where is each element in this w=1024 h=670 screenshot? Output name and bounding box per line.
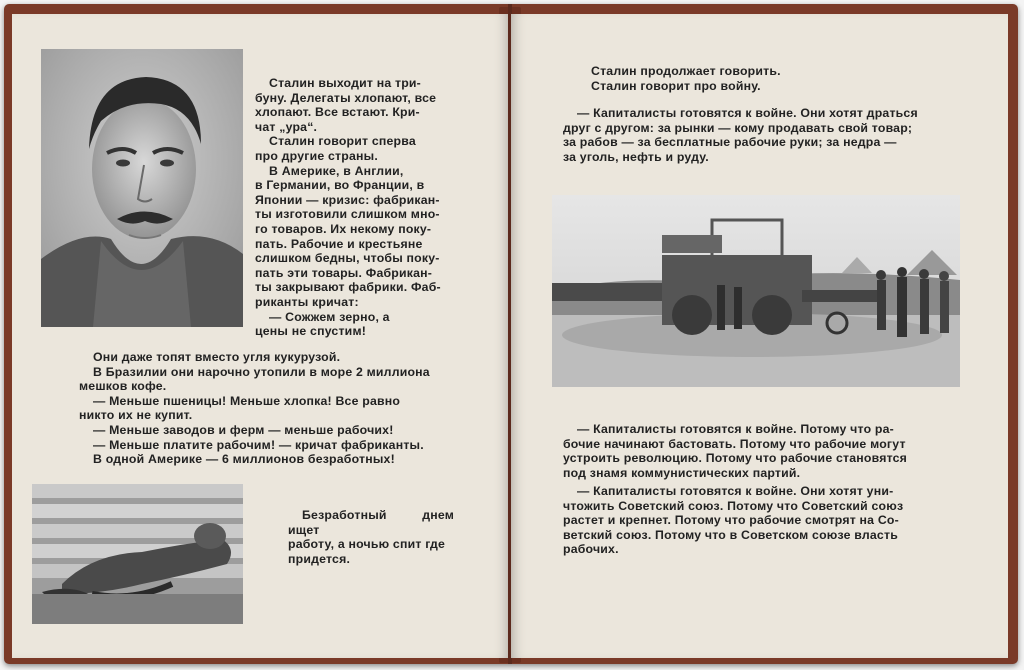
text-line: Сталин говорит про войну.	[591, 78, 761, 93]
text-line: — Меньше заводов и ферм — меньше рабочих!	[93, 422, 394, 437]
crisis-paragraph	[79, 350, 454, 467]
text-line: за рабов — за бесплатные рабочие руки; за недра —	[563, 135, 897, 150]
text-line: — Капиталисты готовятся к войне. Потому что ра-	[577, 422, 894, 436]
text-line: — Капиталисты готовятся к войне. Они хотят уни-	[577, 484, 894, 498]
text-line: бочие начинают бастовать. Потому что рабочие могут	[563, 436, 906, 451]
intro-column	[255, 76, 452, 339]
left-page	[12, 14, 509, 658]
text-line: Сталин говорит сперва	[269, 134, 416, 149]
text-line: слишком бедны, чтобы поку-	[255, 251, 440, 266]
text-line: — Сожжем зерно, а	[269, 309, 390, 324]
text-line: ты изготовили слишком мно-	[255, 207, 440, 222]
text-line: про другие страны.	[255, 148, 378, 163]
text-line: Японии — кризис: фабрикан-	[255, 192, 440, 207]
text-line: придется.	[288, 551, 351, 566]
text-line: В Бразилии они нарочно утопили в море 2 миллиона	[93, 364, 430, 379]
text-line: Сталин выходит на три-	[269, 76, 421, 90]
text-line: за уголь, нефть и руду.	[563, 149, 709, 164]
text-line: хлопают. Все встают. Кри-	[255, 105, 420, 120]
portrait-photo	[41, 49, 243, 327]
text-line: работу, а ночью спит где	[288, 537, 446, 552]
book-cover	[4, 4, 1018, 664]
text-line: мешков кофе.	[79, 379, 167, 394]
text-line: пать эти товары. Фабрикан-	[255, 265, 433, 280]
text-line: устроить революцию. Потому что рабочие становятся	[563, 451, 908, 466]
war-intro	[591, 64, 941, 93]
text-line: цены не спустим!	[255, 324, 367, 339]
war-paragraph-1	[563, 106, 951, 164]
artillery-photo	[552, 195, 960, 387]
text-line: — Меньше платите рабочим! — кричат фабриканты.	[93, 437, 424, 452]
text-line: ветский союз. Потому что в Советском союзе власть	[563, 527, 898, 542]
text-line: друг с другом: за рынки — кому продавать свой товар;	[563, 120, 913, 135]
war-paragraph-2	[563, 422, 951, 480]
text-line: под знамя коммунистических партий.	[563, 465, 801, 480]
text-line: в Германии, во Франции, в	[255, 178, 425, 193]
bench-photo	[32, 484, 243, 624]
text-line: го товаров. Их некому поку-	[255, 221, 432, 236]
text-line: ты закрывают фабрики. Фаб-	[255, 280, 441, 295]
text-line: Сталин продолжает говорить.	[591, 64, 781, 78]
text-line: Безработный днем ищет	[288, 508, 454, 537]
text-line: растет и крепнет. Потому что рабочие смотрят на Со-	[563, 513, 899, 528]
text-line: — Капиталисты готовятся к войне. Они хотят драться	[577, 106, 918, 120]
text-line: — Меньше пшеницы! Меньше хлопка! Все равно	[93, 393, 401, 408]
text-line: В одной Америке — 6 миллионов безработных!	[93, 452, 395, 467]
text-line: чтожить Советский союз. Потому что Советский союз	[563, 498, 904, 513]
text-line: пать. Рабочие и крестьяне	[255, 236, 423, 251]
text-line: буну. Делегаты хлопают, все	[255, 90, 437, 105]
text-line: чат „ура“.	[255, 119, 318, 134]
text-line: Они даже топят вместо угля кукурузой.	[93, 350, 341, 364]
text-line: В Америке, в Англии,	[269, 163, 404, 178]
text-line: рабочих.	[563, 542, 619, 557]
bench-caption	[288, 508, 454, 566]
text-line: риканты кричат:	[255, 294, 359, 309]
text-line: никто их не купит.	[79, 408, 193, 423]
right-page	[511, 14, 1008, 658]
war-paragraph-3	[563, 484, 951, 557]
